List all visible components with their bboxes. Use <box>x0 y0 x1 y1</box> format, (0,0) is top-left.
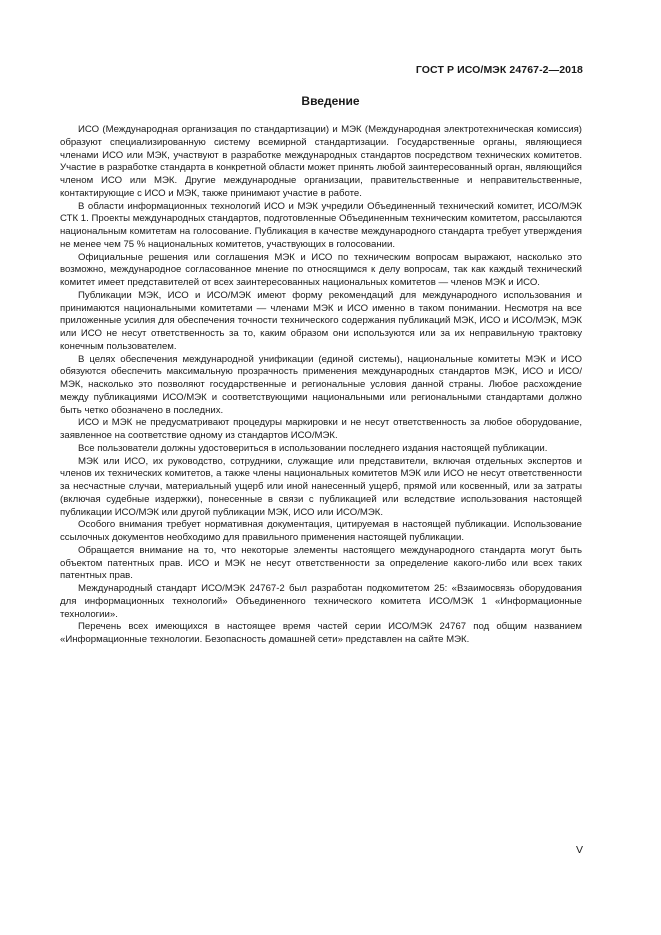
document-header-id: ГОСТ Р ИСО/МЭК 24767-2—2018 <box>415 64 583 76</box>
paragraph: Обращается внимание на то, что некоторые элементы настоящего международного стандарта могут быть объектом патентных прав. ИСО и МЭК не несут ответственности за определение какого-либо или всех таких патентных прав. <box>60 544 582 582</box>
paragraph: Официальные решения или соглашения МЭК и ИСО по техническим вопросам выражают, насколько это возможно, международное согласованное мнение по относящимся к делу вопросам, так как каждый технический комитет имеет представителей от всех заинтересованных национальных комитетов — членов МЭК и ИСО. <box>60 251 582 288</box>
page-number: V <box>575 844 583 856</box>
paragraph: Все пользователи должны удостовериться в использовании последнего издания настоящей публикации. <box>78 442 548 454</box>
paragraph: ИСО и МЭК не предусматривают процедуры маркировки и не несут ответственность за любое оборудование, заявленное на соответствие одному из стандартов ИСО/МЭК. <box>60 417 582 441</box>
paragraph: В целях обеспечения международной унификации (единой системы), национальные комитеты МЭК и ИСО обязуются обеспечить максимальную прозрачность применения международных стандартов МЭК, ИСО и ИСО/ МЭК, насколько это позволяют государственные и региональные условия данной страны. Любое расхождение между публикациями ИСО/МЭК и соответствующими национальными или региональными стандартами должно быть четко обозначено в последних. <box>60 353 582 416</box>
paragraph: В области информационных технологий ИСО и МЭК учредили Объединенный технический комитет, ИСО/МЭК СТК 1. Проекты международных стандартов, подготовленные Объединенным техническим комитетом, рассылаются национальным комитетам на голосование. Публикация в качестве международного стандарта требует утверждения не менее чем 75 % национальных комитетов, участвующих в голосовании. <box>60 200 582 250</box>
paragraph: Международный стандарт ИСО/МЭК 24767-2 был разработан подкомитетом 25: «Взаимосвязь оборудования для информационных технологий» Объединенного технического комитета ИСО/МЭК 1 «Информационные технологии». <box>60 583 582 620</box>
paragraph: Перечень всех имеющихся в настоящее время частей серии ИСО/МЭК 24767 под общим названием «Информационные технологии. Безопасность домашней сети» представлен на сайте МЭК. <box>60 621 582 645</box>
body-text <box>60 124 582 647</box>
paragraph: Публикации МЭК, ИСО и ИСО/МЭК имеют форму рекомендаций для международного использования и принимаются национальными комитетами — членами МЭК и ИСО именно в таком понимании. Несмотря на все приложенные усилия для обеспечения точности технического содержания публикаций МЭК, ИСО и ИСО/МЭК, МЭК или ИСО не несут ответственность за то, каким образом они используются или за их неправильную трактовку конечным пользователем. <box>60 289 582 352</box>
section-title: Введение <box>301 94 360 108</box>
paragraph: Особого внимания требует нормативная документация, цитируемая в настоящей публикации. Использование ссылочных документов необходимо для правильного применения настоящей публикации. <box>60 519 582 543</box>
paragraph: ИСО (Международная организация по стандартизации) и МЭК (Международная электротехническая комиссия) образуют специализированную систему всемирной стандартизации. Государственные органы, являющиеся членами ИСО или МЭК, участвуют в разработке международных стандартов посредством технических комитетов. Участие в разработке стандарта в конкретной области может принять любой заинтересованный орган, являющийся членом ИСО или МЭК. Другие международные организации, правительственные и неправительственные, контактирующие с ИСО и МЭК, также принимают участие в работе. <box>60 124 582 199</box>
paragraph: МЭК или ИСО, их руководство, сотрудники, служащие или представители, включая отдельных экспертов и членов их технических комитетов, а также члены национальных комитетов МЭК или ИСО не несут ответственности за несчастные случаи, материальный ущерб или иной нанесенный ущерб, прямой или косвенный, или за затраты (включая судебные издержки), понесенные в связи с публикацией или вследствие использования настоящей публикации ИСО/МЭК или другой публикации МЭК, ИСО или ИСО/МЭК. <box>60 455 582 518</box>
